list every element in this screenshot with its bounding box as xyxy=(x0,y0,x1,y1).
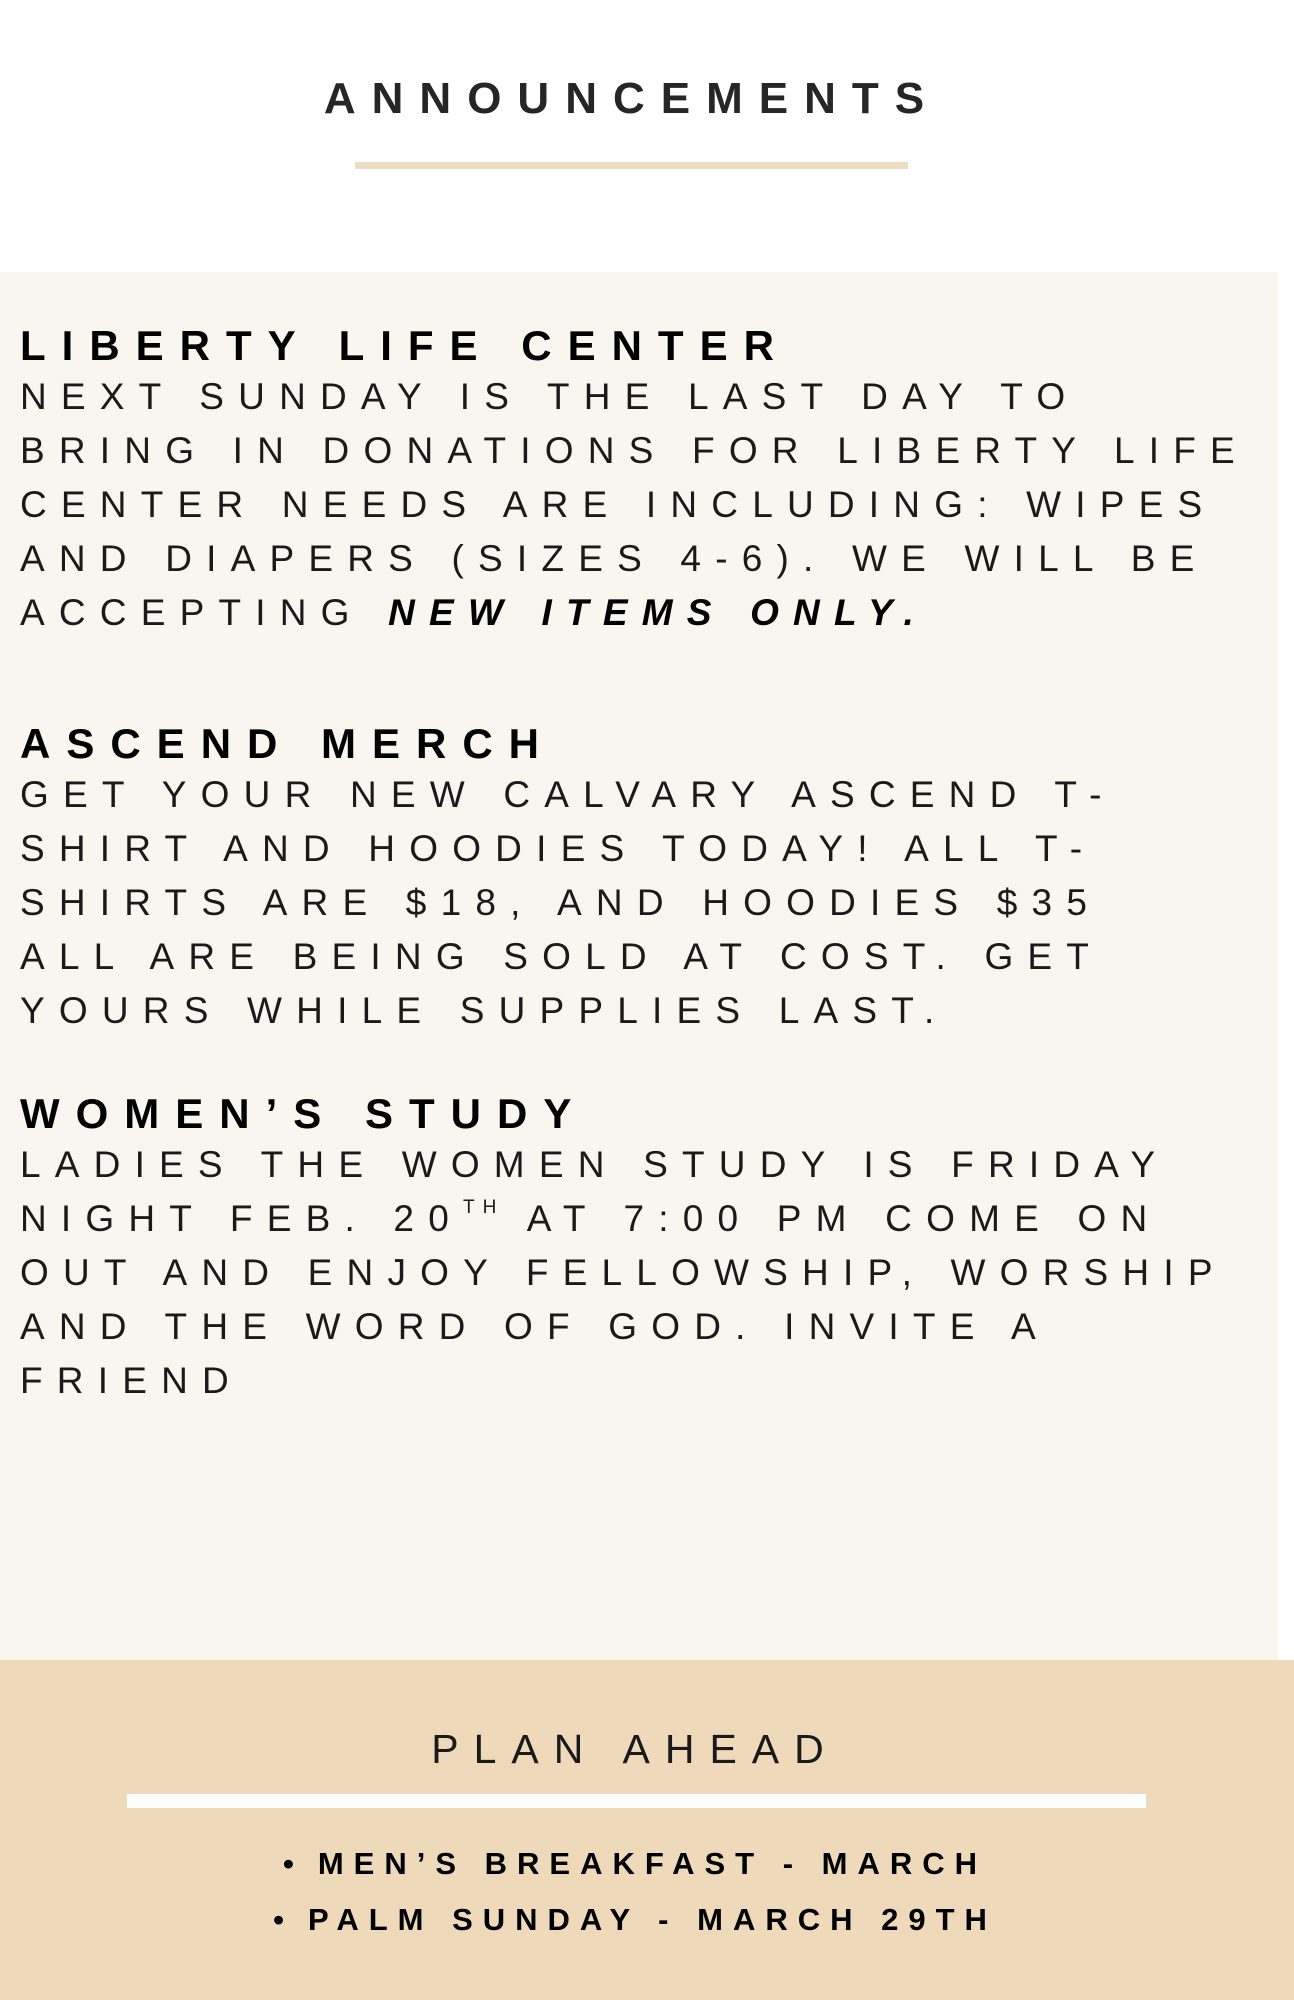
body-line: YOURS WHILE SUPPLIES LAST. xyxy=(20,990,949,1031)
bullet-icon: • xyxy=(273,1902,294,1937)
body-line: ACCEPTING xyxy=(20,592,389,633)
list-item xyxy=(0,1892,1270,1948)
body-line: SHIRT AND HOODIES TODAY! ALL T- xyxy=(20,828,1097,869)
body-line: FRIEND xyxy=(20,1360,243,1401)
body-line: ALL ARE BEING SOLD AT COST. GET xyxy=(20,936,1104,977)
announcement-ascend-merch xyxy=(20,720,1250,1038)
announcement-womens-study xyxy=(20,1090,1250,1408)
plan-ahead-list xyxy=(0,1836,1270,1948)
body-line: NIGHT FEB. 20 xyxy=(20,1198,463,1239)
body-line: CENTER NEEDS ARE INCLUDING: WIPES xyxy=(20,484,1217,525)
body-line: AND THE WORD OF GOD. INVITE A xyxy=(20,1306,1050,1347)
body-line: BRING IN DONATIONS FOR LIBERTY LIFE xyxy=(20,430,1249,471)
ordinal-suffix: TH xyxy=(463,1197,505,1218)
announcements-panel xyxy=(0,272,1278,1660)
new-items-only-emphasis: NEW ITEMS ONLY. xyxy=(388,592,928,633)
body-line: AND DIAPERS (SIZES 4-6). WE WILL BE xyxy=(20,538,1209,579)
body-line: GET YOUR NEW CALVARY ASCEND T- xyxy=(20,774,1116,815)
announcement-title: ASCEND MERCH xyxy=(20,720,556,767)
body-line: SHIRTS ARE $18, AND HOODIES $35 xyxy=(20,882,1102,923)
announcement-liberty-life-center xyxy=(20,322,1250,640)
announcement-title: LIBERTY LIFE CENTER xyxy=(20,322,790,369)
announcement-body xyxy=(20,370,1250,640)
page-title: ANNOUNCEMENTS xyxy=(323,74,941,123)
plan-ahead-title: PLAN AHEAD xyxy=(431,1726,839,1772)
body-line: AT 7:00 PM COME ON xyxy=(504,1198,1162,1239)
announcement-body xyxy=(20,768,1250,1038)
event-label: MEN’S BREAKFAST - MARCH xyxy=(317,1846,988,1881)
event-label: PALM SUNDAY - MARCH 29TH xyxy=(307,1902,997,1937)
plan-ahead-divider xyxy=(127,1794,1146,1808)
bullet-icon: • xyxy=(282,1846,304,1881)
plan-ahead-section xyxy=(0,1660,1294,2000)
body-line: NEXT SUNDAY IS THE LAST DAY TO xyxy=(20,376,1080,417)
body-line: OUT AND ENJOY FELLOWSHIP, WORSHIP xyxy=(20,1252,1227,1293)
list-item xyxy=(0,1836,1270,1892)
header xyxy=(0,0,1294,272)
announcement-body xyxy=(20,1138,1250,1408)
body-line: LADIES THE WOMEN STUDY IS FRIDAY xyxy=(20,1144,1170,1185)
announcement-title: WOMEN’S STUDY xyxy=(20,1090,588,1137)
title-underline xyxy=(355,162,908,169)
